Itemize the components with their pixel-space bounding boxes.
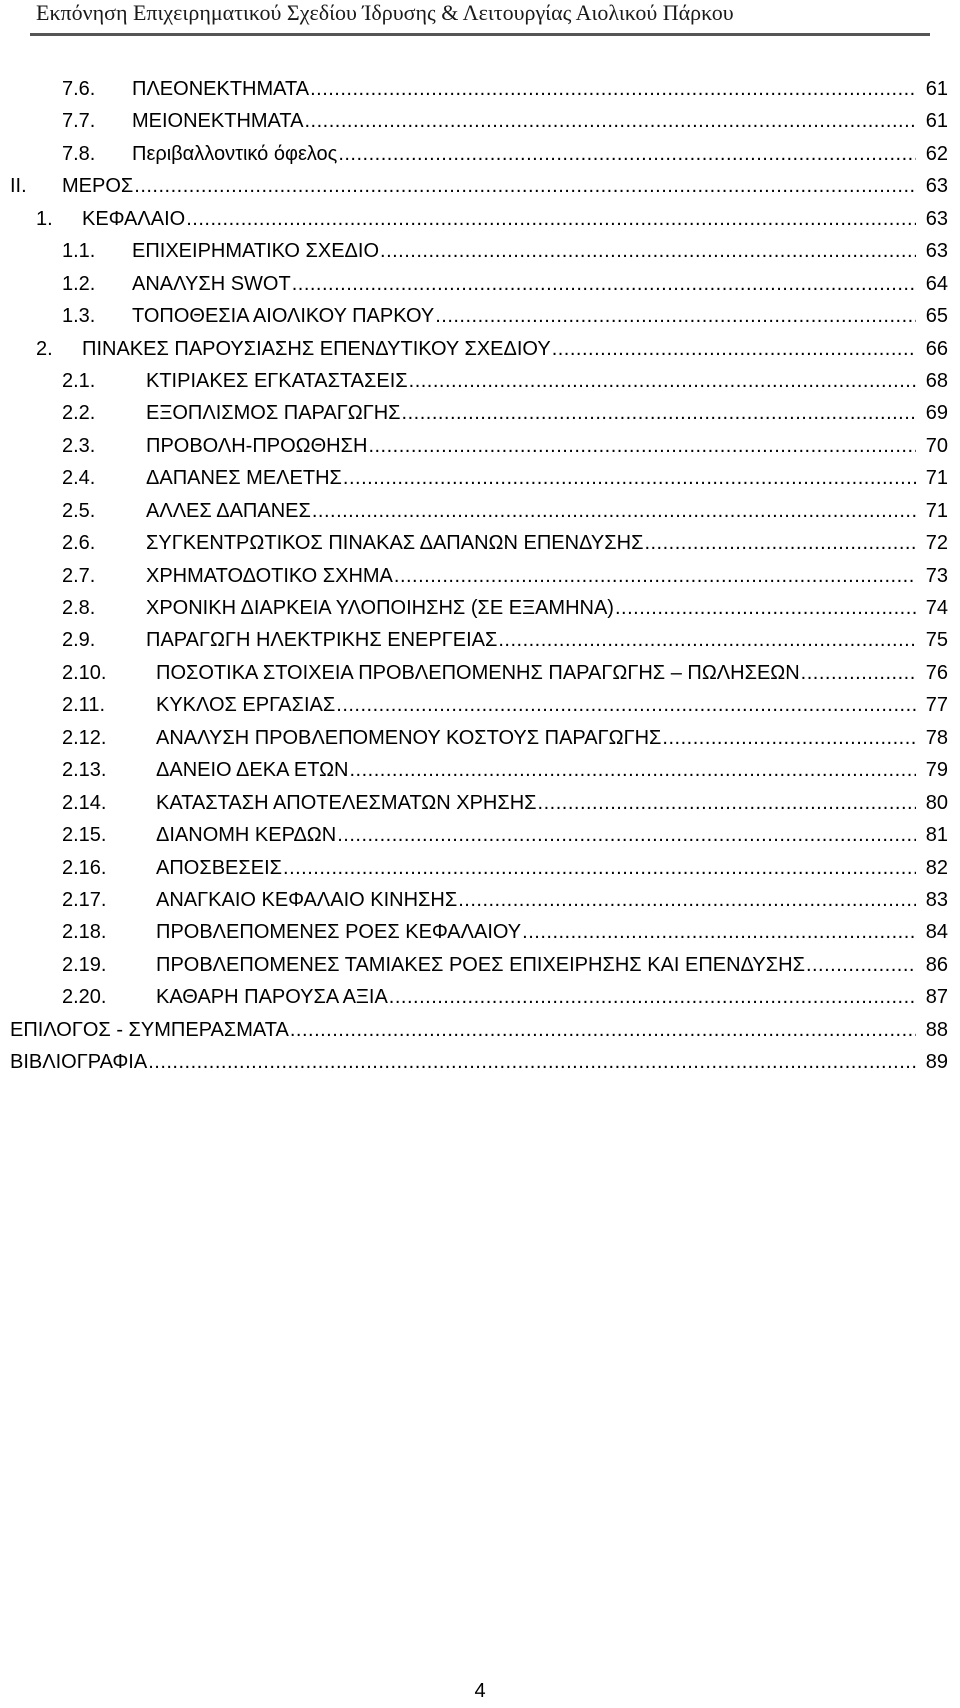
- toc-dot-leader: [337, 820, 916, 850]
- toc-entry-page: 65: [925, 305, 948, 328]
- toc-entry-title-line: [156, 658, 918, 688]
- toc-entry-page: 84: [925, 921, 948, 944]
- toc-dot-leader: [292, 269, 916, 299]
- toc-entry[interactable]: [0, 463, 960, 495]
- toc-entry-number: 2.5.: [62, 499, 96, 522]
- toc-entry-page: 87: [925, 986, 948, 1009]
- toc-entry-number: 2.20.: [62, 986, 107, 1009]
- toc-entry-number: 2.14.: [62, 791, 107, 814]
- toc-dot-leader: [349, 755, 916, 785]
- toc-entry-title: ΚΑΤΑΣΤΑΣΗ ΑΠΟΤΕΛΕΣΜΑΤΩΝ ΧΡΗΣΗΣ: [156, 791, 537, 814]
- toc-entry-page: 80: [925, 791, 948, 814]
- toc-entry-number: 2.3.: [62, 434, 96, 457]
- toc-entry-number: 2.15.: [62, 824, 107, 847]
- toc-dot-leader: [435, 301, 916, 331]
- page-number: 4: [474, 1680, 486, 1702]
- toc-entry[interactable]: [0, 593, 960, 625]
- toc-entry[interactable]: [0, 723, 960, 755]
- toc-entry-page: 73: [925, 564, 948, 587]
- toc-entry-title: ΑΝΑΛΥΣΗ SWOT: [132, 272, 291, 295]
- toc-entry-title-line: [146, 366, 918, 396]
- toc-entry[interactable]: [0, 853, 960, 885]
- toc-entry[interactable]: [0, 788, 960, 820]
- toc-entry[interactable]: [0, 982, 960, 1014]
- toc-entry-title: ΚΑΘΑΡΗ ΠΑΡΟΥΣΑ ΑΞΙΑ: [156, 986, 388, 1009]
- toc-entry-title: ΠΛΕΟΝΕΚΤΗΜΑΤΑ: [132, 78, 310, 100]
- toc-entry-title-line: [146, 593, 918, 623]
- toc-entry-number: 2.18.: [62, 921, 107, 944]
- toc-entry[interactable]: [0, 755, 960, 787]
- toc-dot-leader: [409, 366, 916, 396]
- toc-entry[interactable]: [0, 139, 960, 171]
- toc-entry-title: ΣΥΓΚΕΝΤΡΩΤΙΚΟΣ ΠΙΝΑΚΑΣ ΔΑΠΑΝΩΝ ΕΠΕΝΔΥΣΗΣ: [146, 532, 644, 555]
- toc-entry-number: 2.4.: [62, 467, 96, 490]
- toc-entry-title-line: [132, 301, 918, 331]
- toc-entry[interactable]: [0, 917, 960, 949]
- toc-entry-title: ΜΕΡΟΣ: [62, 175, 134, 198]
- toc-dot-leader: [615, 593, 916, 623]
- toc-entry[interactable]: [0, 885, 960, 917]
- toc-entry-title: ΔΙΑΝΟΜΗ ΚΕΡΔΩΝ: [156, 824, 337, 847]
- toc-entry-title: ΚΤΙΡΙΑΚΕΣ ΕΓΚΑΤΑΣΤΑΣΕΙΣ: [146, 369, 408, 392]
- toc-entry-number: 2.7.: [62, 564, 96, 587]
- toc-entry-number: 2.13.: [62, 759, 107, 782]
- toc-entry-title-line: [156, 755, 918, 785]
- toc-entry-title-line: [146, 625, 918, 655]
- toc-entry-title: ΑΝΑΛΥΣΗ ΠΡΟΒΛΕΠΟΜΕΝΟΥ ΚΟΣΤΟΥΣ ΠΑΡΑΓΩΓΗΣ: [156, 726, 662, 749]
- toc-entry-title-line: [146, 463, 918, 493]
- toc-entry-title: ΜΕΙΟΝΕΚΤΗΜΑΤΑ: [132, 110, 304, 133]
- toc-entry-title-line: [132, 139, 918, 169]
- toc-entry-number: 2.2.: [62, 402, 96, 425]
- toc-entry-title: ΑΝΑΓΚΑΙΟ ΚΕΦΑΛΑΙΟ ΚΙΝΗΣΗΣ: [156, 888, 458, 911]
- toc-entry-page: 89: [925, 1051, 948, 1074]
- toc-entry[interactable]: [0, 658, 960, 690]
- toc-entry-title: ΚΥΚΛΟΣ ΕΡΓΑΣΙΑΣ: [156, 694, 336, 717]
- toc-entry-page: 61: [925, 110, 948, 133]
- toc-dot-leader: [148, 1047, 916, 1077]
- toc-entry-number: 2.10.: [62, 661, 107, 684]
- toc-entry-page: 79: [925, 759, 948, 782]
- toc-dot-leader: [134, 171, 916, 201]
- toc-entry-title-line: [146, 528, 918, 558]
- toc-entry-title-line: [156, 950, 918, 980]
- toc-entry[interactable]: [0, 625, 960, 657]
- toc-entry-title-line: [156, 917, 918, 947]
- toc-entry-number: II.: [10, 175, 27, 198]
- toc-entry-page: 77: [925, 694, 948, 717]
- toc-entry-page: 81: [925, 824, 948, 847]
- toc-entry-number: 2.17.: [62, 888, 107, 911]
- toc-entry-title: ΠΙΝΑΚΕΣ ΠΑΡΟΥΣΙΑΣΗΣ ΕΠΕΝΔΥΤΙΚΟΥ ΣΧΕΔΙΟΥ: [82, 337, 551, 360]
- toc-entry-number: 2.9.: [62, 629, 96, 652]
- toc-entry-title-line: [82, 204, 918, 234]
- toc-entry-number: 7.7.: [62, 110, 96, 133]
- header-divider: [30, 33, 930, 36]
- toc-entry-number: 2.1.: [62, 369, 96, 392]
- toc-dot-leader: [310, 74, 916, 104]
- toc-entry-page: 74: [925, 597, 948, 619]
- toc-dot-leader: [662, 723, 916, 753]
- toc-entry[interactable]: [0, 496, 960, 528]
- toc-entry-title-line: [82, 334, 918, 364]
- document-title: Εκπόνηση Επιχειρηματικού Σχεδίου Ίδρυσης & Λειτουργίας Αιολικού Πάρκου: [36, 0, 734, 25]
- toc-dot-leader: [312, 496, 916, 526]
- toc-entry-page: 62: [925, 142, 948, 165]
- toc-entry-title-line: [132, 74, 918, 104]
- toc-entry-page: 82: [925, 856, 948, 879]
- toc-entry-page: 71: [925, 499, 948, 522]
- toc-dot-leader: [806, 950, 916, 980]
- toc-dot-leader: [283, 853, 916, 883]
- toc-entry-title-line: [146, 431, 918, 461]
- page-header: [0, 0, 960, 36]
- toc-entry-title-line: [62, 171, 918, 201]
- toc-entry-number: 2.12.: [62, 726, 107, 749]
- toc-dot-leader: [304, 106, 916, 136]
- toc-entry-title-line: [156, 690, 918, 720]
- toc-entry-page: 63: [925, 240, 948, 263]
- toc-entry-title-line: [132, 106, 918, 136]
- toc-dot-leader: [380, 236, 916, 266]
- toc-entry[interactable]: [0, 950, 960, 982]
- toc-entry-page: 61: [925, 78, 948, 100]
- table-of-contents: [0, 74, 960, 1080]
- toc-entry-title: ΠΟΣΟΤΙΚΑ ΣΤΟΙΧΕΙΑ ΠΡΟΒΛΕΠΟΜΕΝΗΣ ΠΑΡΑΓΩΓΗΣ – ΠΩΛΗΣΕΩΝ: [156, 661, 800, 684]
- toc-entry-title-line: [10, 1047, 918, 1077]
- toc-entry-title-line: [156, 788, 918, 818]
- toc-entry[interactable]: [0, 528, 960, 560]
- toc-dot-leader: [343, 463, 916, 493]
- toc-entry-number: 2.16.: [62, 856, 107, 879]
- toc-entry-title: ΕΠΙΛΟΓΟΣ - ΣΥΜΠΕΡΑΣΜΑΤΑ: [10, 1018, 289, 1041]
- toc-entry[interactable]: [0, 398, 960, 430]
- toc-dot-leader: [402, 398, 916, 428]
- toc-entry-title-line: [146, 496, 918, 526]
- toc-entry-title-line: [10, 1015, 918, 1045]
- toc-entry-title: ΑΠΟΣΒΕΣΕΙΣ: [156, 856, 283, 879]
- toc-entry-page: 68: [925, 369, 948, 392]
- toc-entry-page: 63: [925, 175, 948, 198]
- toc-entry-title-line: [132, 269, 918, 299]
- toc-dot-leader: [186, 204, 916, 234]
- toc-dot-leader: [338, 139, 916, 169]
- toc-dot-leader: [498, 625, 916, 655]
- toc-entry-number: 1.: [36, 207, 53, 230]
- toc-entry-title: ΤΟΠΟΘΕΣΙΑ ΑΙΟΛΙΚΟΥ ΠΑΡΚΟΥ: [132, 305, 435, 328]
- toc-dot-leader: [394, 561, 916, 591]
- toc-entry-page: 72: [925, 532, 948, 555]
- toc-entry-title: ΠΡΟΒΛΕΠΟΜΕΝΕΣ ΤΑΜΙΑΚΕΣ ΡΟΕΣ ΕΠΙΧΕΙΡΗΣΗΣ ΚΑΙ ΕΠΕΝΔΥΣΗΣ: [156, 953, 805, 976]
- toc-dot-leader: [552, 334, 916, 364]
- toc-dot-leader: [290, 1015, 916, 1045]
- toc-entry[interactable]: [0, 204, 960, 236]
- toc-entry-number: 2.8.: [62, 597, 96, 619]
- toc-entry-title-line: [156, 982, 918, 1012]
- toc-entry-title: ΠΡΟΒΛΕΠΟΜΕΝΕΣ ΡΟΕΣ ΚΕΦΑΛΑΙΟΥ: [156, 921, 522, 944]
- toc-entry-page: 76: [925, 661, 948, 684]
- toc-entry-title: ΠΑΡΑΓΩΓΗ ΗΛΕΚΤΡΙΚΗΣ ΕΝΕΡΓΕΙΑΣ: [146, 629, 498, 652]
- toc-entry-number: 1.2.: [62, 272, 96, 295]
- toc-entry-number: 1.1.: [62, 240, 96, 263]
- toc-entry-title: ΕΠΙΧΕΙΡΗΜΑΤΙΚΟ ΣΧΕΔΙΟ: [132, 240, 380, 263]
- toc-entry[interactable]: [0, 171, 960, 203]
- toc-entry-number: 7.6.: [62, 78, 96, 100]
- toc-entry[interactable]: [0, 561, 960, 593]
- toc-entry-page: 83: [925, 888, 948, 911]
- toc-entry-page: 64: [925, 272, 948, 295]
- toc-entry-title-line: [156, 885, 918, 915]
- toc-entry-page: 69: [925, 402, 948, 425]
- toc-entry-title: Περιβαλλοντικό όφελος: [132, 142, 338, 165]
- toc-entry[interactable]: [0, 74, 960, 106]
- toc-entry-title: ΒΙΒΛΙΟΓΡΑΦΙΑ: [10, 1051, 148, 1074]
- toc-entry-title: ΧΡΗΜΑΤΟΔΟΤΙΚΟ ΣΧΗΜΑ: [146, 564, 393, 587]
- toc-entry-title: ΠΡΟΒΟΛΗ-ΠΡΟΩΘΗΣΗ: [146, 434, 368, 457]
- toc-entry-title: ΧΡΟΝΙΚΗ ΔΙΑΡΚΕΙΑ ΥΛΟΠΟΙΗΣΗΣ (ΣΕ ΕΞΑΜΗΝΑ): [146, 597, 614, 619]
- toc-dot-leader: [389, 982, 916, 1012]
- toc-entry-title: ΕΞΟΠΛΙΣΜΟΣ ΠΑΡΑΓΩΓΗΣ: [146, 402, 401, 425]
- toc-entry-title-line: [156, 723, 918, 753]
- toc-dot-leader: [458, 885, 916, 915]
- toc-entry-title-line: [146, 398, 918, 428]
- toc-entry[interactable]: [0, 1015, 960, 1047]
- toc-entry-number: 2.19.: [62, 953, 107, 976]
- toc-entry-page: 66: [925, 337, 948, 360]
- toc-entry-title: ΔΑΝΕΙΟ ΔΕΚΑ ΕΤΩΝ: [156, 759, 349, 782]
- toc-entry-page: 78: [925, 726, 948, 749]
- toc-entry-title-line: [156, 820, 918, 850]
- toc-entry[interactable]: [0, 269, 960, 301]
- toc-entry[interactable]: [0, 301, 960, 333]
- toc-entry-number: 1.3.: [62, 305, 96, 328]
- toc-dot-leader: [801, 658, 916, 688]
- toc-dot-leader: [522, 917, 916, 947]
- toc-entry-page: 86: [925, 953, 948, 976]
- toc-entry-title: ΔΑΠΑΝΕΣ ΜΕΛΕΤΗΣ: [146, 467, 342, 490]
- toc-dot-leader: [336, 690, 916, 720]
- toc-entry[interactable]: [0, 431, 960, 463]
- toc-entry-number: 2.: [36, 337, 53, 360]
- toc-dot-leader: [368, 431, 916, 461]
- toc-entry-number: 7.8.: [62, 142, 96, 165]
- toc-entry-title: ΑΛΛΕΣ ΔΑΠΑΝΕΣ: [146, 499, 311, 522]
- toc-entry[interactable]: [0, 820, 960, 852]
- toc-entry-page: 70: [925, 434, 948, 457]
- toc-entry-number: 2.11.: [62, 694, 105, 717]
- toc-entry-title: ΚΕΦΑΛΑΙΟ: [82, 207, 186, 230]
- toc-entry-page: 88: [925, 1018, 948, 1041]
- toc-entry-number: 2.6.: [62, 532, 96, 555]
- toc-entry-title-line: [132, 236, 918, 266]
- toc-entry-page: 63: [925, 207, 948, 230]
- toc-entry[interactable]: [0, 106, 960, 138]
- toc-entry-title-line: [156, 853, 918, 883]
- toc-entry-page: 75: [925, 629, 948, 652]
- toc-entry[interactable]: [0, 1047, 960, 1079]
- toc-entry-title-line: [146, 561, 918, 591]
- toc-entry[interactable]: [0, 690, 960, 722]
- toc-dot-leader: [644, 528, 916, 558]
- toc-entry-page: 71: [925, 467, 948, 490]
- toc-entry[interactable]: [0, 334, 960, 366]
- toc-dot-leader: [538, 788, 916, 818]
- toc-entry[interactable]: [0, 236, 960, 268]
- toc-entry[interactable]: [0, 366, 960, 398]
